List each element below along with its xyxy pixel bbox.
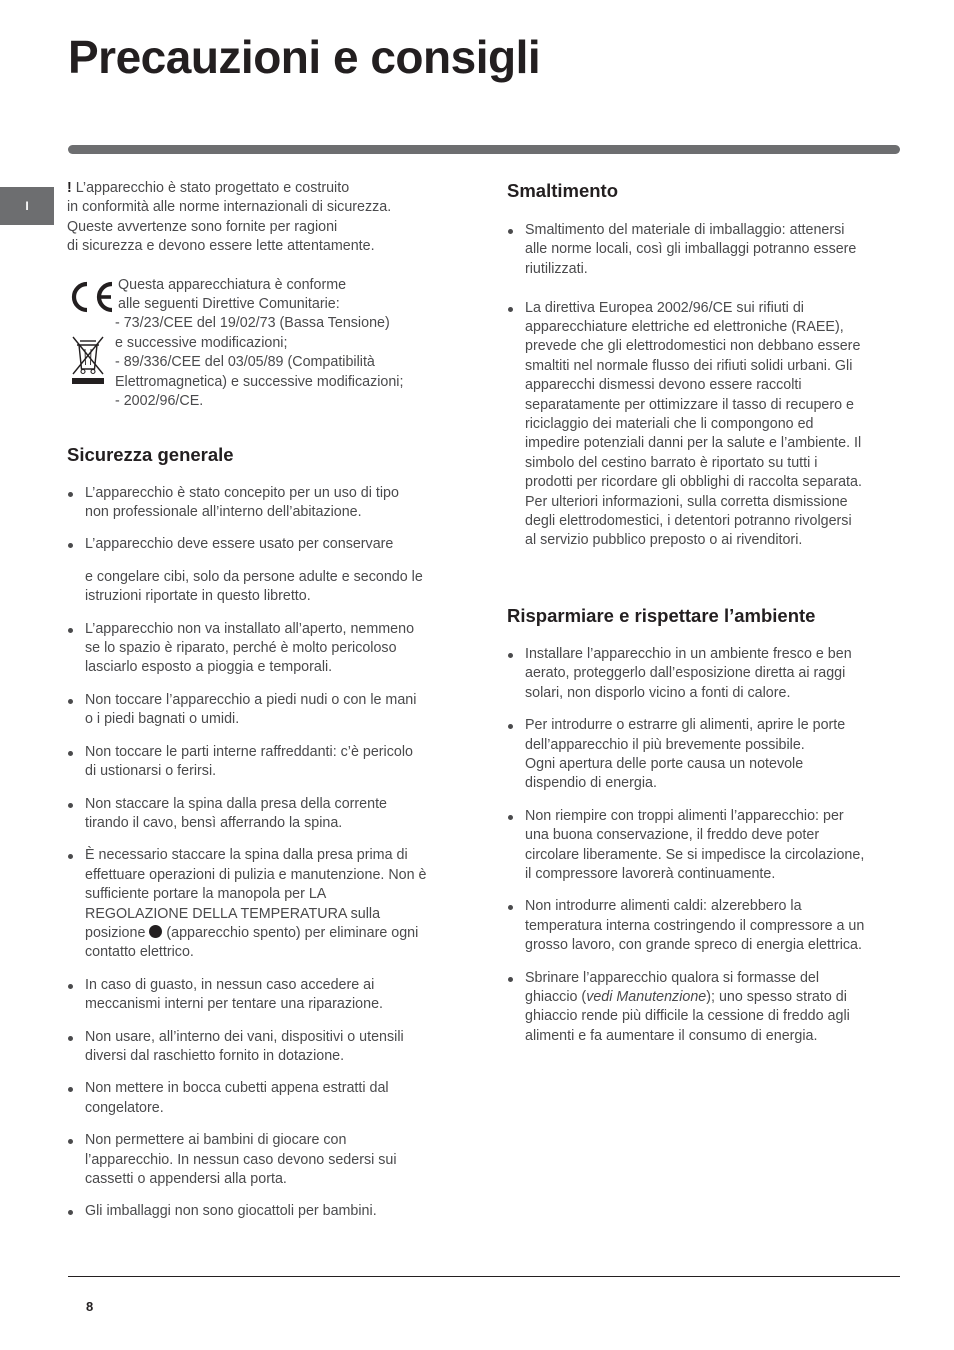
list-item: L’apparecchio deve essere usato per conservare [67, 535, 462, 554]
list-item: Non introdurre alimenti caldi: alzerebbero la temperatura interna costringendo il compressore a un grosso lavoro, con grande spreco di energia elettrica. [507, 897, 902, 955]
ambiente-list [507, 645, 902, 1046]
list-item: Per introdurre o estrarre gli alimenti, aprire le porte dell’apparecchio il più brevemente possibile. Ogni apertura delle porte causa un notevole dispendio di energia. [507, 716, 902, 794]
list-item: Non mettere in bocca cubetti appena estratti dal congelatore. [67, 1079, 462, 1118]
list-item: Non permettere ai bambini di giocare con l’apparecchio. In nessun caso devono sedersi sui cassetti o appendersi alla porta. [67, 1131, 462, 1189]
conformity-block [67, 276, 462, 410]
list-item: Smaltimento del materiale di imballaggio: attenersi alle norme locali, così gli imballaggi potranno essere riutilizzati. [507, 221, 902, 279]
crossed-bin-weee-icon [70, 333, 106, 385]
language-tab [0, 187, 54, 225]
list-item-continuation: e congelare cibi, solo da persone adulte e secondo le istruzioni riportate in questo libretto. [85, 568, 423, 605]
intro-warning: ! L’apparecchio è stato progettato e costruito in conformità alle norme internazionali di sicurezza. Queste avvertenze sono fornite per ragioni di sicurezza e devono essere lette attentamente. [67, 180, 392, 255]
list-item: L’apparecchio non va installato all’aperto, nemmeno se lo spazio è riparato, perché è molto pericoloso lasciarlo esposto a pioggia e temporali. [67, 620, 462, 678]
title-divider [68, 145, 900, 154]
list-item: Installare l’apparecchio in un ambiente fresco e ben aerato, proteggerlo dall’esposizione diretta ai raggi solari, non disporlo vicino a fonti di calore. [507, 645, 902, 703]
list-item: Non toccare l’apparecchio a piedi nudi o con le mani o i piedi bagnati o umidi. [67, 691, 462, 730]
ce-mark-icon [67, 280, 115, 314]
filled-circle-off-icon [149, 925, 162, 938]
page-title: Precauzioni e consigli [68, 31, 541, 83]
right-column [507, 179, 902, 1046]
list-item: Non staccare la spina dalla presa della corrente tirando il cavo, bensì afferrando la spina. [67, 795, 462, 834]
list-item: La direttiva Europea 2002/96/CE sui rifiuti di apparecchiature elettriche ed elettroniche (RAEE), prevede che gli elettrodomestici non debbano essere smaltiti nel normale flusso dei rifiuti solidi urbani. Gli apparecchi dismessi devono essere raccolti separatamente per ottimizzare il tasso di recupero e riciclaggio dei materiali che li compongono ed impedire potenziali danni per la salute e l’ambiente. Il simbolo del cestino barrato è riportato su tutti i prodotti per ricordare gli obblighi di raccolta separata. Per ulteriori informazioni, sulla corretta dismissione degli elettrodomestici, i detentori potranno rivolgersi al servizio pubblico preposto o ai rivenditori. [507, 299, 902, 551]
list-item: Non usare, all’interno dei vani, dispositivi o utensili diversi dal raschietto fornito in dotazione. [67, 1028, 462, 1067]
section-heading-smaltimento: Smaltimento [507, 180, 619, 201]
conformity-text: Questa apparecchiatura è conforme alle seguenti Direttive Comunitarie: - 73/23/CEE del 19/02/73 (Bassa Tensione) e successive modificazioni; - 89/336/CEE del 03/05/89 (Compatibilità Elettromagnetica) e successive modificazioni; - 2002/96/CE. [115, 276, 404, 410]
section-heading-sicurezza: Sicurezza generale [67, 443, 234, 465]
footer-divider [68, 1276, 900, 1277]
page-number: 8 [86, 1299, 94, 1314]
left-column [67, 179, 462, 1222]
list-item: L’apparecchio è stato concepito per un uso di tipo non professionale all’interno dell’abitazione. [67, 484, 462, 523]
sicurezza-list [67, 484, 462, 1222]
warning-mark: ! [67, 180, 72, 196]
list-item: Non toccare le parti interne raffreddanti: c’è pericolo di ustionarsi o ferirsi. [67, 743, 462, 782]
language-tab-label: I [25, 199, 29, 213]
section-heading-ambiente: Risparmiare e rispettare l’ambiente [507, 604, 816, 626]
list-item: Gli imballaggi non sono giocattoli per bambini. [67, 1202, 462, 1221]
list-item: In caso di guasto, in nessun caso accedere ai meccanismi interni per tentare una riparazione. [67, 976, 462, 1015]
smaltimento-list [507, 221, 902, 551]
list-item: Non riempire con troppi alimenti l’apparecchio: per una buona conservazione, il freddo deve poter circolare liberamente. Se si impedisce la circolazione, il compressore lavorerà continuamente. [507, 807, 902, 885]
list-item: Sbrinare l’apparecchio qualora si formasse del ghiaccio (vedi Manutenzione); uno spesso strato di ghiaccio rende più difficile la cessione di freddo agli alimenti e fa aumentare il consumo di energia. [507, 969, 902, 1047]
list-item: È necessario staccare la spina dalla presa prima di effettuare operazioni di pulizia e manutenzione. Non è sufficiente portare la manopola per LA REGOLAZIONE DELLA TEMPERATURA sulla posizione (apparecchio spento) per eliminare ogni contatto elettrico. [67, 846, 462, 962]
